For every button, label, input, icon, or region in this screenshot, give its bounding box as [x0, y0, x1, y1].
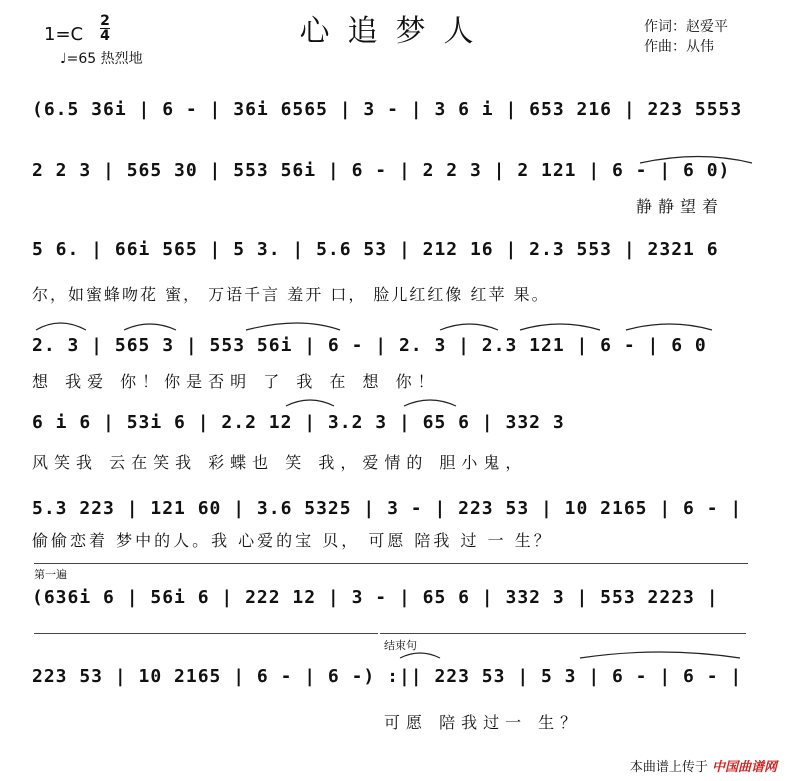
ending-phrase-label: 结束句 [384, 639, 417, 652]
time-signature-top: 2 [100, 13, 110, 29]
slur-row-2 [640, 157, 752, 164]
first-ending-label: 第一遍 [34, 568, 67, 581]
song-title: 心追梦人 [299, 14, 492, 49]
site-logo[interactable]: 中国曲谱网 [711, 760, 777, 775]
notation-row-1-notes: (6.5 36i | 6 - | 36i 6565 | 3 - | 3 6 i | 653 216 | 223 5553 [32, 99, 743, 120]
slur-row-4c [246, 323, 340, 330]
lyrics-row-3-text: 尔，如蜜蜂吻花 蜜， 万语千言 羞开 口， 脸儿红红像 红苹 果。 [32, 285, 550, 304]
slur-row-4d [440, 324, 498, 330]
slur-row-4a [36, 323, 86, 330]
tempo-marking: ♩=65 热烈地 [60, 51, 143, 67]
lyrics-row-2-text: 静静望着 [636, 197, 725, 216]
lyrics-row-8-text: 可愿 陪我过一 生？ [384, 713, 583, 732]
lyricist-credit: 作词：赵爱平 [644, 19, 728, 35]
slur-row-8b [580, 652, 740, 658]
time-signature-bottom: 4 [100, 28, 110, 44]
notation-row-3-notes: 5 6. | 66i 565 | 5 3. | 5.6 53 | 212 16 | 2.3 553 | 2321 6 [32, 239, 719, 260]
notation-row-6-notes: 5.3 223 | 121 60 | 3.6 5325 | 3 - | 223 53 | 10 2165 | 6 - | [32, 498, 743, 519]
notation-row-7-notes: (636i 6 | 56i 6 | 222 12 | 3 - | 65 6 | 332 3 | 553 2223 | [32, 587, 719, 608]
key-signature: 1=C [44, 24, 84, 45]
slur-row-4e [520, 324, 600, 330]
lyrics-row-6-text: 偷偷恋着 梦中的人。我 心爱的宝 贝， 可愿 陪我 过 一 生？ [32, 531, 553, 550]
notation-row-8-notes: 223 53 | 10 2165 | 6 - | 6 -) :|| 223 53 | 5 3 | 6 - | 6 - | [32, 666, 743, 687]
slur-row-5b [404, 400, 456, 406]
lyrics-row-5-text: 风笑我 云在笑我 彩蝶也 笑 我，爱情的 胆小鬼， [32, 453, 528, 472]
footer-credit [630, 756, 777, 775]
composer-credit: 作曲：从伟 [644, 39, 714, 55]
slur-row-4f [626, 324, 712, 330]
lyrics-row-4-text: 想 我爱 你！你是否明 了 我 在 想 你！ [32, 372, 440, 391]
notation-row-2-notes: 2 2 3 | 565 30 | 553 56i | 6 - | 2 2 3 | 2 121 | 6 - | 6 0) [32, 160, 731, 181]
slur-row-8 [400, 653, 440, 658]
notation-row-5-notes: 6 i 6 | 53i 6 | 2.2 12 | 3.2 3 | 65 6 | 332 3 [32, 412, 565, 433]
slur-row-4b [124, 324, 176, 330]
footer-text: 本曲谱上传于 [629, 760, 708, 775]
notation-row-4-notes: 2. 3 | 565 3 | 553 56i | 6 - | 2. 3 | 2.3 121 | 6 - | 6 0 [32, 335, 707, 356]
slur-row-5a [286, 400, 334, 406]
